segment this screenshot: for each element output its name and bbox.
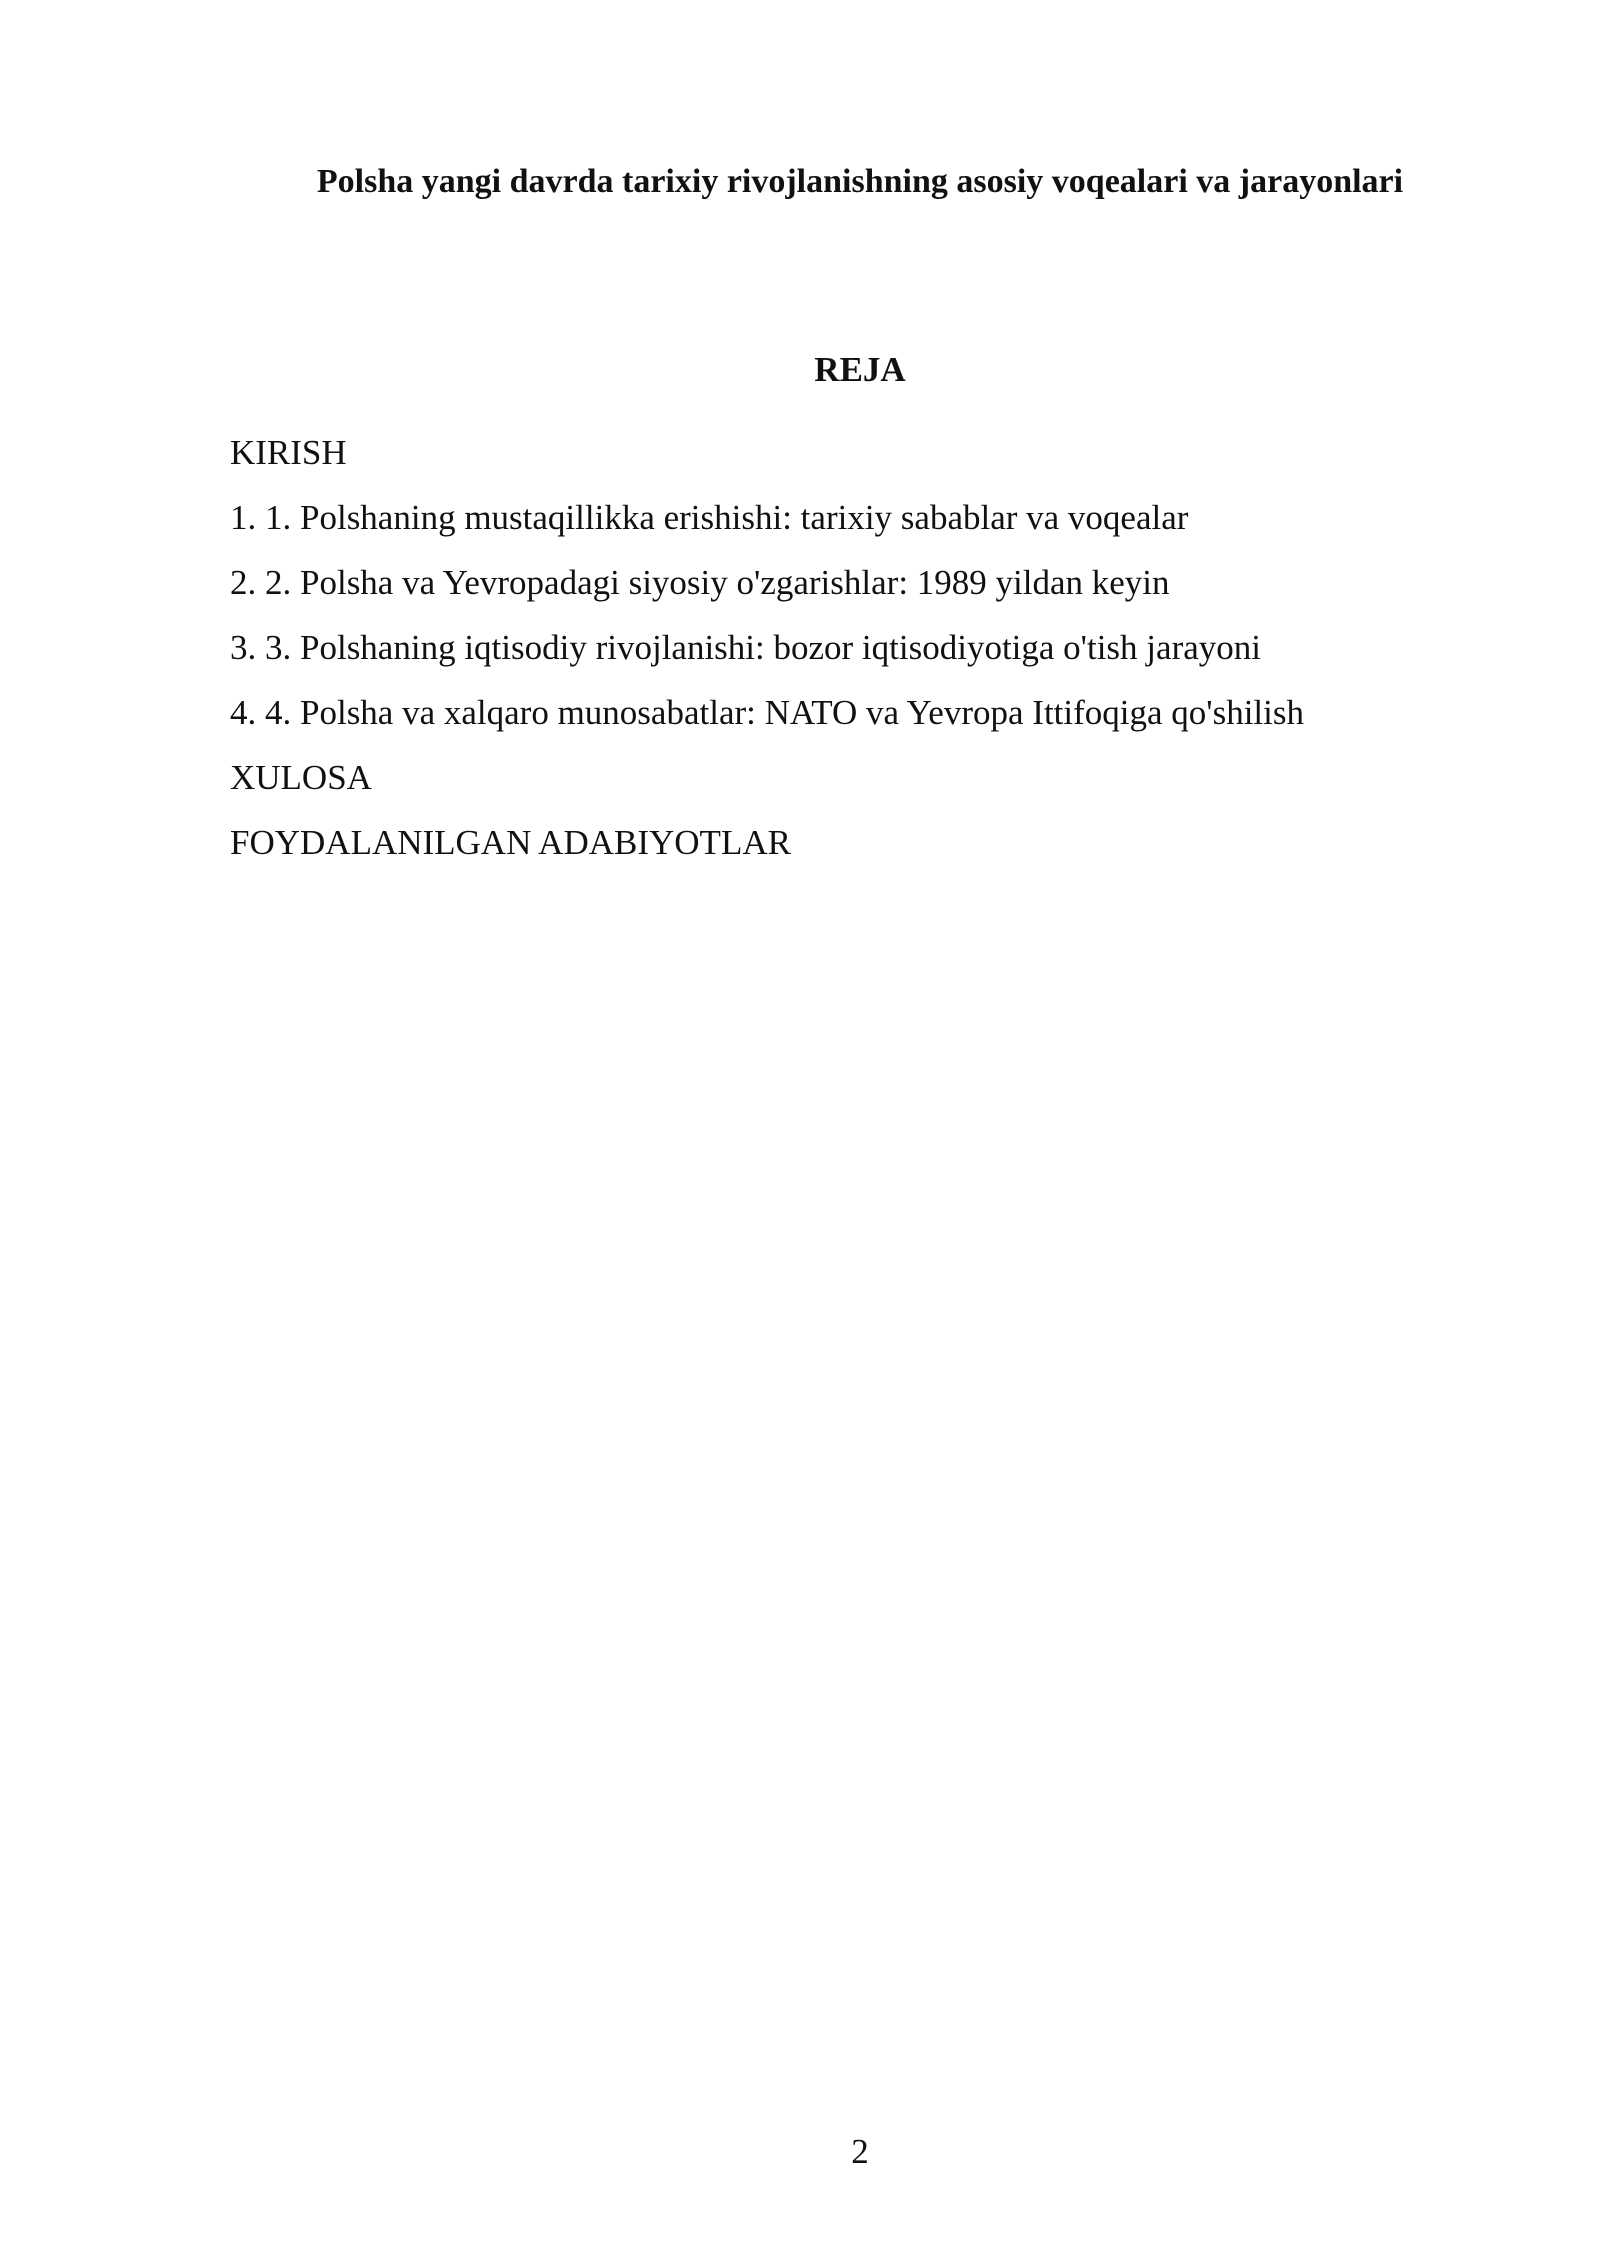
plan-item-chapter-4: 4. 4. Polsha va xalqaro munosabatlar: NATO va Yevropa Ittifoqiga qo'shilish [230,693,1304,732]
plan-heading: REJA [814,350,906,389]
plan-item-chapter-1: 1. 1. Polshaning mustaqillikka erishishi: tarixiy sabablar va voqealar [230,498,1189,537]
plan-item-chapter-2: 2. 2. Polsha va Yevropadagi siyosiy o'zgarishlar: 1989 yildan keyin [230,563,1170,602]
document-title: Polsha yangi davrda tarixiy rivojlanishning asosiy voqealari va jarayonlari [316,163,1404,200]
plan-item-conclusion: XULOSA [230,758,372,797]
page-number: 2 [851,2132,869,2171]
plan-item-chapter-3: 3. 3. Polshaning iqtisodiy rivojlanishi: bozor iqtisodiyotiga o'tish jarayoni [230,628,1261,667]
plan-list [230,420,1490,875]
plan-item-introduction: KIRISH [230,433,347,472]
plan-item-references: FOYDALANILGAN ADABIYOTLAR [230,823,791,862]
